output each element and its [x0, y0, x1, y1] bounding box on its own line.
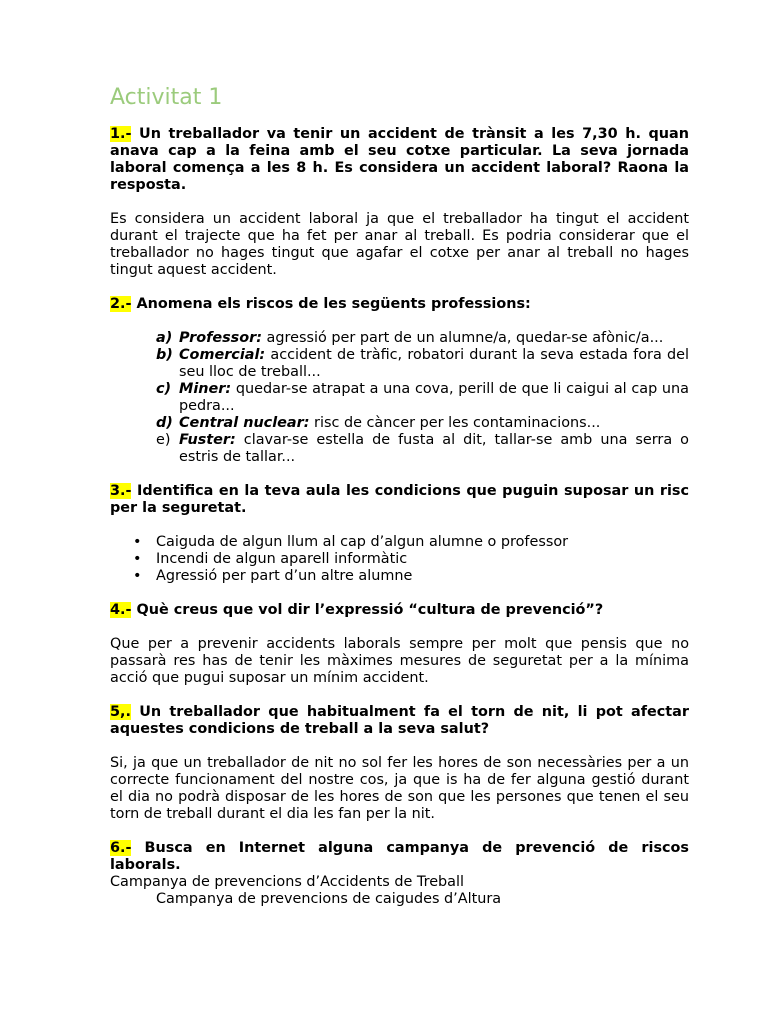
question-number: 2.-	[110, 296, 132, 312]
answer-4: Que per a prevenir accidents laborals sempre per molt que pensis que no passarà res has de tenir les màximes mesures de seguretat per a la mínima acció que pugui suposar un mínim accident.	[110, 636, 689, 686]
list-item	[156, 330, 689, 347]
answer-6-line-2: Campanya de prevencions de caigudes d’Altura	[156, 891, 502, 907]
profession-risk: agressió per part de un alumne/a, quedar-se afònic/a...	[261, 330, 664, 346]
question-text: Identifica en la teva aula les condicions que puguin suposar un risc per la seguretat.	[110, 483, 689, 516]
list-item	[156, 415, 689, 432]
question-number: 1.-	[110, 126, 132, 142]
question-6	[110, 840, 689, 874]
question-text: Un treballador que habitualment fa el torn de nit, li pot afectar aquestes condicions de treball a la seva salut?	[110, 704, 689, 737]
answer-6-line-1: Campanya de prevencions d’Accidents de Treball	[110, 874, 465, 890]
list-item: • Caiguda de algun llum al cap d’algun alumne o professor	[133, 534, 569, 550]
list-item: • Incendi de algun aparell informàtic	[133, 551, 408, 567]
question-text: Què creus que vol dir l’expressió “cultura de prevenció”?	[131, 602, 604, 618]
answer-1: Es considera un accident laboral ja que el treballador ha tingut el accident durant el trajecte que ha fet per anar al treball. Es podria considerar que el treballador no hages tingut que agafar el cotxe per anar al treball no hages tingut aquest accident.	[110, 211, 689, 278]
list-marker: c)	[156, 381, 172, 397]
profession-risk: risc de càncer per les contaminacions...	[309, 415, 601, 431]
profession-risk: clavar-se estella de fusta al dit, tallar-se amb una serra o estris de tallar...	[179, 432, 689, 465]
list-item	[156, 347, 689, 381]
profession-risk: quedar-se atrapat a una cova, perill de que li caigui al cap una pedra...	[179, 381, 689, 414]
list-marker: d)	[156, 415, 173, 431]
question-text: Anomena els riscos de les següents professions:	[131, 296, 531, 312]
document-page	[110, 84, 689, 908]
question-text: Un treballador va tenir un accident de trànsit a les 7,30 h. quan anava cap a la feina amb el seu cotxe particular. La seva jornada laboral comença a les 8 h. Es considera un accident laboral? Raona la resposta.	[110, 126, 689, 193]
page-title: Activitat 1	[110, 85, 223, 110]
bullet-icon: •	[133, 568, 142, 584]
bullet-icon: •	[133, 534, 142, 550]
list-item: • Agressió per part d’un altre alumne	[133, 568, 413, 584]
profession-label: Central nuclear:	[179, 415, 310, 431]
list-item	[156, 432, 689, 466]
question-number: 6.-	[110, 840, 132, 856]
profession-label: Professor:	[179, 330, 262, 346]
classroom-risks-list	[110, 534, 689, 585]
bullet-icon: •	[133, 551, 142, 567]
list-marker: a)	[156, 330, 173, 346]
list-marker: e)	[156, 432, 171, 448]
list-item	[156, 381, 689, 415]
question-4	[110, 602, 689, 619]
professions-list	[110, 330, 689, 466]
profession-label: Miner:	[179, 381, 232, 397]
question-3	[110, 483, 689, 517]
question-number: 5,.	[110, 704, 131, 720]
answer-5: Si, ja que un treballador de nit no sol fer les hores de son necessàries per a un correcte funcionament del nostre cos, ja que is ha de fer alguna gestió durant el dia no podrà disposar de les hores de son que les persones que tenen el seu torn de treball durant el dia les fan per la nit.	[110, 755, 689, 822]
question-1	[110, 126, 689, 194]
profession-label: Comercial:	[179, 347, 266, 363]
question-number: 4.-	[110, 602, 132, 618]
list-marker: b)	[156, 347, 173, 363]
question-2	[110, 296, 689, 313]
question-text: Busca en Internet alguna campanya de prevenció de riscos laborals.	[110, 840, 689, 873]
profession-label: Fuster:	[179, 432, 236, 448]
profession-risk: accident de tràfic, robatori durant la seva estada fora del seu lloc de treball...	[179, 347, 689, 380]
question-number: 3.-	[110, 483, 132, 499]
question-5	[110, 704, 689, 738]
